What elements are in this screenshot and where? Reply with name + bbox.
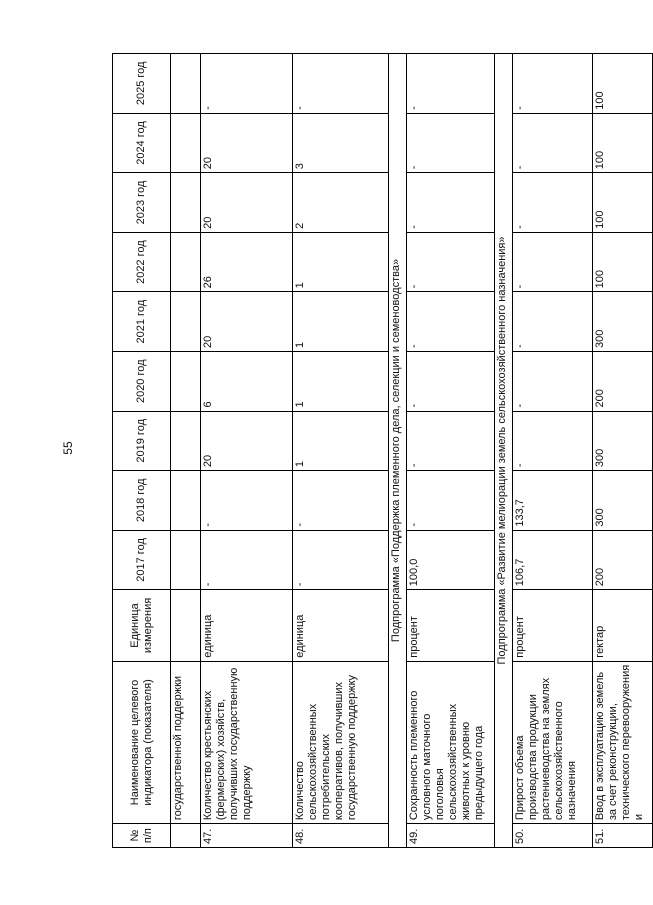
value-cell: 20: [201, 292, 293, 352]
indicator-name: Сохранность племенного условного маточного поголовья сельскохозяйственных животных к уровню предыдущего года: [407, 661, 495, 823]
table-row: [593, 54, 653, 848]
indicator-table: [112, 53, 653, 848]
row-number: 51.: [593, 824, 653, 848]
value-cell: -: [293, 530, 389, 590]
value-cell: 100: [593, 54, 653, 114]
value-cell: 133,7: [513, 471, 593, 531]
value-cell: -: [513, 411, 593, 471]
value-cell: -: [513, 54, 593, 114]
table-row: [513, 54, 593, 848]
table-row: [293, 54, 389, 848]
value-cell: 2: [293, 173, 389, 233]
value-cell: -: [201, 54, 293, 114]
value-cell: -: [513, 173, 593, 233]
indicator-name: Количество крестьянских (фермерских) хозяйств, получивших государственную поддержку: [201, 661, 293, 823]
unit-cell: единица: [201, 590, 293, 661]
value-cell: 1: [293, 292, 389, 352]
value-cell: -: [407, 471, 495, 531]
value-cell: 1: [293, 411, 389, 471]
value-cell: 100: [593, 113, 653, 173]
value-cell: -: [293, 471, 389, 531]
header-year: 2023 год: [113, 173, 171, 233]
header-year: 2025 год: [113, 54, 171, 114]
value-cell: -: [513, 232, 593, 292]
header-row: [113, 54, 171, 848]
value-cell: 20: [201, 173, 293, 233]
table-row: [407, 54, 495, 848]
value-cell: -: [407, 54, 495, 114]
value-cell: 200: [593, 530, 653, 590]
value-cell: -: [201, 471, 293, 531]
row-number: 47.: [201, 824, 293, 848]
subprogram-title: Подпрограмма «Поддержка племенного дела, селекции и семеноводства»: [389, 54, 407, 848]
header-year: 2024 год: [113, 113, 171, 173]
header-year: 2018 год: [113, 471, 171, 531]
indicator-name: Количество сельскохозяйственных потребительских кооперативов, получивших государственную поддержку: [293, 661, 389, 823]
value-cell: -: [293, 54, 389, 114]
value-cell: 20: [201, 411, 293, 471]
subprogram-row: [389, 54, 407, 848]
row-number: 50.: [513, 824, 593, 848]
table-row: [201, 54, 293, 848]
unit-cell: процент: [513, 590, 593, 661]
value-cell: -: [407, 351, 495, 411]
unit-cell: единица: [293, 590, 389, 661]
table-row-continuation: [171, 54, 201, 848]
value-cell: 300: [593, 471, 653, 531]
indicator-name: Прирост объема производства продукции растениеводства на землях сельскохозяйственного назначения: [513, 661, 593, 823]
subprogram-row: [495, 54, 513, 848]
row-number: 49.: [407, 824, 495, 848]
value-cell: -: [407, 411, 495, 471]
header-no: № п/п: [113, 824, 171, 848]
value-cell: 100,0: [407, 530, 495, 590]
indicator-name: государственной поддержки: [171, 661, 201, 823]
header-year: 2022 год: [113, 232, 171, 292]
header-unit: Единица измерения: [113, 590, 171, 661]
value-cell: 1: [293, 232, 389, 292]
unit-cell: процент: [407, 590, 495, 661]
value-cell: 20: [201, 113, 293, 173]
unit-cell: гектар: [593, 590, 653, 661]
value-cell: 106,7: [513, 530, 593, 590]
value-cell: 3: [293, 113, 389, 173]
value-cell: -: [201, 530, 293, 590]
row-number: 48.: [293, 824, 389, 848]
value-cell: -: [513, 292, 593, 352]
header-year: 2021 год: [113, 292, 171, 352]
value-cell: 300: [593, 292, 653, 352]
value-cell: -: [407, 292, 495, 352]
value-cell: 100: [593, 232, 653, 292]
subprogram-title: Подпрограмма «Развитие мелиорации земель сельскохозяйственного назначения»: [495, 54, 513, 848]
value-cell: 26: [201, 232, 293, 292]
value-cell: -: [407, 113, 495, 173]
value-cell: -: [407, 173, 495, 233]
indicator-name: Ввод в эксплуатацию земель за счет реконструкции, технического перевооружения и: [593, 661, 653, 823]
value-cell: 200: [593, 351, 653, 411]
header-year: 2020 год: [113, 351, 171, 411]
value-cell: -: [407, 232, 495, 292]
value-cell: 6: [201, 351, 293, 411]
header-year: 2017 год: [113, 530, 171, 590]
header-year: 2019 год: [113, 411, 171, 471]
value-cell: -: [513, 113, 593, 173]
value-cell: 300: [593, 411, 653, 471]
value-cell: 1: [293, 351, 389, 411]
header-name: Наименование целевого индикатора (показателя): [113, 661, 171, 823]
page-number: 55: [61, 441, 75, 455]
value-cell: -: [513, 351, 593, 411]
value-cell: 100: [593, 173, 653, 233]
rotated-table-frame: [112, 53, 645, 848]
